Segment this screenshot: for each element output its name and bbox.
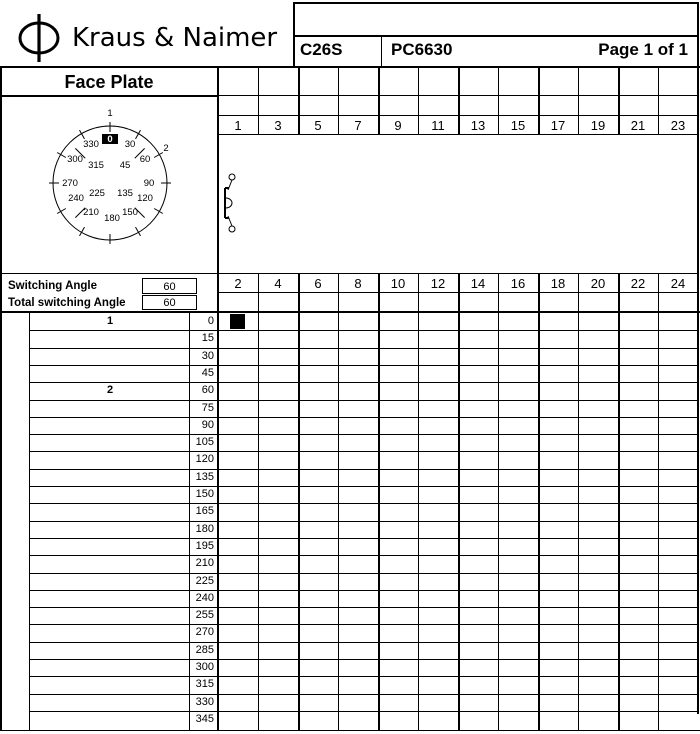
terminal-bottom-14: 14 — [470, 276, 486, 291]
grid-line — [378, 313, 380, 730]
model-code: C26S — [300, 40, 343, 59]
total-switching-angle-label: Total switching Angle — [8, 297, 126, 309]
angle-150: 150 — [195, 488, 214, 500]
terminal-top-9: 9 — [394, 118, 402, 133]
table-row-line — [29, 659, 698, 660]
dial-angle-60: 60 — [139, 154, 151, 165]
dial-angle-315: 315 — [88, 160, 104, 171]
terminal-bottom-2: 2 — [234, 276, 242, 291]
angle-210: 210 — [195, 557, 214, 569]
angle-120: 120 — [195, 453, 214, 465]
table-row-line — [29, 365, 698, 366]
table-row-line — [29, 642, 698, 643]
angle-300: 300 — [195, 661, 214, 673]
terminal-bottom-16: 16 — [510, 276, 526, 291]
terminal-bottom-12: 12 — [430, 276, 446, 291]
terminal-top-13: 13 — [470, 118, 486, 133]
angle-75: 75 — [201, 402, 214, 414]
angle-30: 30 — [201, 350, 214, 362]
angle-270: 270 — [195, 626, 214, 638]
face-plate-border — [217, 66, 219, 730]
table-row-line — [29, 711, 698, 712]
brand-name: Kraus & Naimer — [72, 23, 278, 53]
table-row-line — [29, 348, 698, 349]
terminal-top-1: 1 — [234, 118, 242, 133]
angle-225: 225 — [195, 575, 214, 587]
angle-90: 90 — [201, 419, 214, 431]
grid-line — [258, 313, 259, 730]
table-row-line — [29, 538, 698, 539]
total-switching-angle-box — [142, 295, 197, 310]
angle-285: 285 — [195, 644, 214, 656]
switching-angle-box — [142, 278, 197, 294]
total-switching-angle-value: 60 — [163, 297, 176, 309]
dial-diagram — [2, 96, 217, 274]
angle-60: 60 — [201, 384, 214, 396]
position-1: 1 — [106, 315, 114, 327]
angle-330: 330 — [195, 696, 214, 708]
dial-angle-300: 300 — [67, 154, 83, 165]
table-row-line — [29, 676, 698, 677]
terminal-bottom-24: 24 — [670, 276, 686, 291]
grid-line — [538, 313, 540, 730]
sheet-border-left — [0, 66, 2, 730]
terminal-top-15: 15 — [510, 118, 526, 133]
terminal-top-19: 19 — [590, 118, 606, 133]
grid-line — [658, 313, 659, 730]
dial-angle-180: 180 — [104, 213, 120, 224]
dial-angle-45: 45 — [119, 160, 131, 171]
dial-angle-90: 90 — [143, 178, 155, 189]
dial-angle-225: 225 — [89, 188, 105, 199]
dial-angle-150: 150 — [122, 207, 138, 218]
dial-angle-240: 240 — [68, 193, 84, 204]
terminal-top-11: 11 — [431, 118, 445, 133]
angle-15: 15 — [201, 332, 214, 344]
header-border — [0, 66, 700, 68]
dial-position-2: 2 — [163, 143, 169, 154]
phi-logo-icon — [16, 12, 62, 64]
table-row-line — [29, 624, 698, 625]
angle-135: 135 — [195, 471, 214, 483]
dial-angle-210: 210 — [83, 207, 99, 218]
angle-195: 195 — [195, 540, 214, 552]
angle-240: 240 — [195, 592, 214, 604]
dial-angle-270: 270 — [62, 178, 78, 189]
dial-angle-330: 330 — [83, 139, 99, 150]
contact-1-2-symbol — [219, 170, 249, 236]
header-border — [293, 35, 698, 37]
terminal-bottom-8: 8 — [354, 276, 362, 291]
table-row-line — [29, 382, 698, 383]
table-row-line — [29, 434, 698, 435]
face-plate-dial — [2, 96, 217, 274]
brand-logo — [16, 12, 62, 64]
angle-0: 0 — [207, 315, 214, 327]
table-row-line — [29, 451, 698, 452]
table-top-border — [0, 311, 700, 313]
table-row-line — [29, 607, 698, 608]
program-code: PC6630 — [391, 40, 453, 59]
table-row-line — [29, 694, 698, 695]
table-row-line — [29, 503, 698, 504]
grid-line — [298, 313, 300, 730]
angle-45: 45 — [201, 367, 214, 379]
angle-180: 180 — [195, 523, 214, 535]
angle-315: 315 — [195, 678, 214, 690]
terminal-bottom-10: 10 — [390, 276, 406, 291]
table-row-line — [29, 590, 698, 591]
table-row-line — [29, 573, 698, 574]
table-row-line — [29, 330, 698, 331]
face-plate-title: Face Plate — [64, 72, 154, 92]
angle-165: 165 — [195, 505, 214, 517]
dial-angle-135: 135 — [117, 188, 133, 199]
header-border — [381, 35, 382, 67]
angle-345: 345 — [195, 713, 214, 725]
terminal-top-23: 23 — [670, 118, 686, 133]
terminal-top-17: 17 — [550, 118, 566, 133]
switching-angle-value: 60 — [163, 281, 176, 293]
page-indicator: Page 1 of 1 — [598, 40, 688, 59]
header-border — [293, 2, 698, 4]
position-2: 2 — [106, 384, 114, 396]
dial-position-1: 1 — [107, 108, 113, 119]
closed-contact-marker — [230, 314, 245, 329]
dial-angle-0: 0 — [107, 134, 113, 145]
terminal-bottom-18: 18 — [550, 276, 566, 291]
grid-line — [578, 313, 579, 730]
terminal-top-5: 5 — [314, 118, 322, 133]
terminal-top-21: 21 — [630, 118, 646, 133]
table-row-line — [29, 469, 698, 470]
face-plate-border — [0, 95, 218, 97]
grid-line — [458, 313, 460, 730]
angle-105: 105 — [195, 436, 214, 448]
switching-angle-label: Switching Angle — [8, 280, 98, 292]
terminal-top-7: 7 — [354, 118, 362, 133]
terminal-top-3: 3 — [274, 118, 282, 133]
grid-line — [618, 313, 620, 730]
table-row-line — [29, 400, 698, 401]
table-row-line — [29, 486, 698, 487]
grid-line — [418, 313, 419, 730]
grid-line — [338, 313, 339, 730]
terminal-bottom-6: 6 — [314, 276, 322, 291]
dial-angle-120: 120 — [137, 193, 153, 204]
grid-line — [498, 313, 499, 730]
table-row-line — [29, 521, 698, 522]
table-row-line — [29, 555, 698, 556]
terminal-bottom-22: 22 — [630, 276, 646, 291]
terminal-bottom-4: 4 — [274, 276, 282, 291]
angle-255: 255 — [195, 609, 214, 621]
terminal-bottom-20: 20 — [590, 276, 606, 291]
dial-angle-30: 30 — [124, 139, 136, 150]
table-row-line — [29, 417, 698, 418]
face-plate-border — [0, 273, 218, 274]
